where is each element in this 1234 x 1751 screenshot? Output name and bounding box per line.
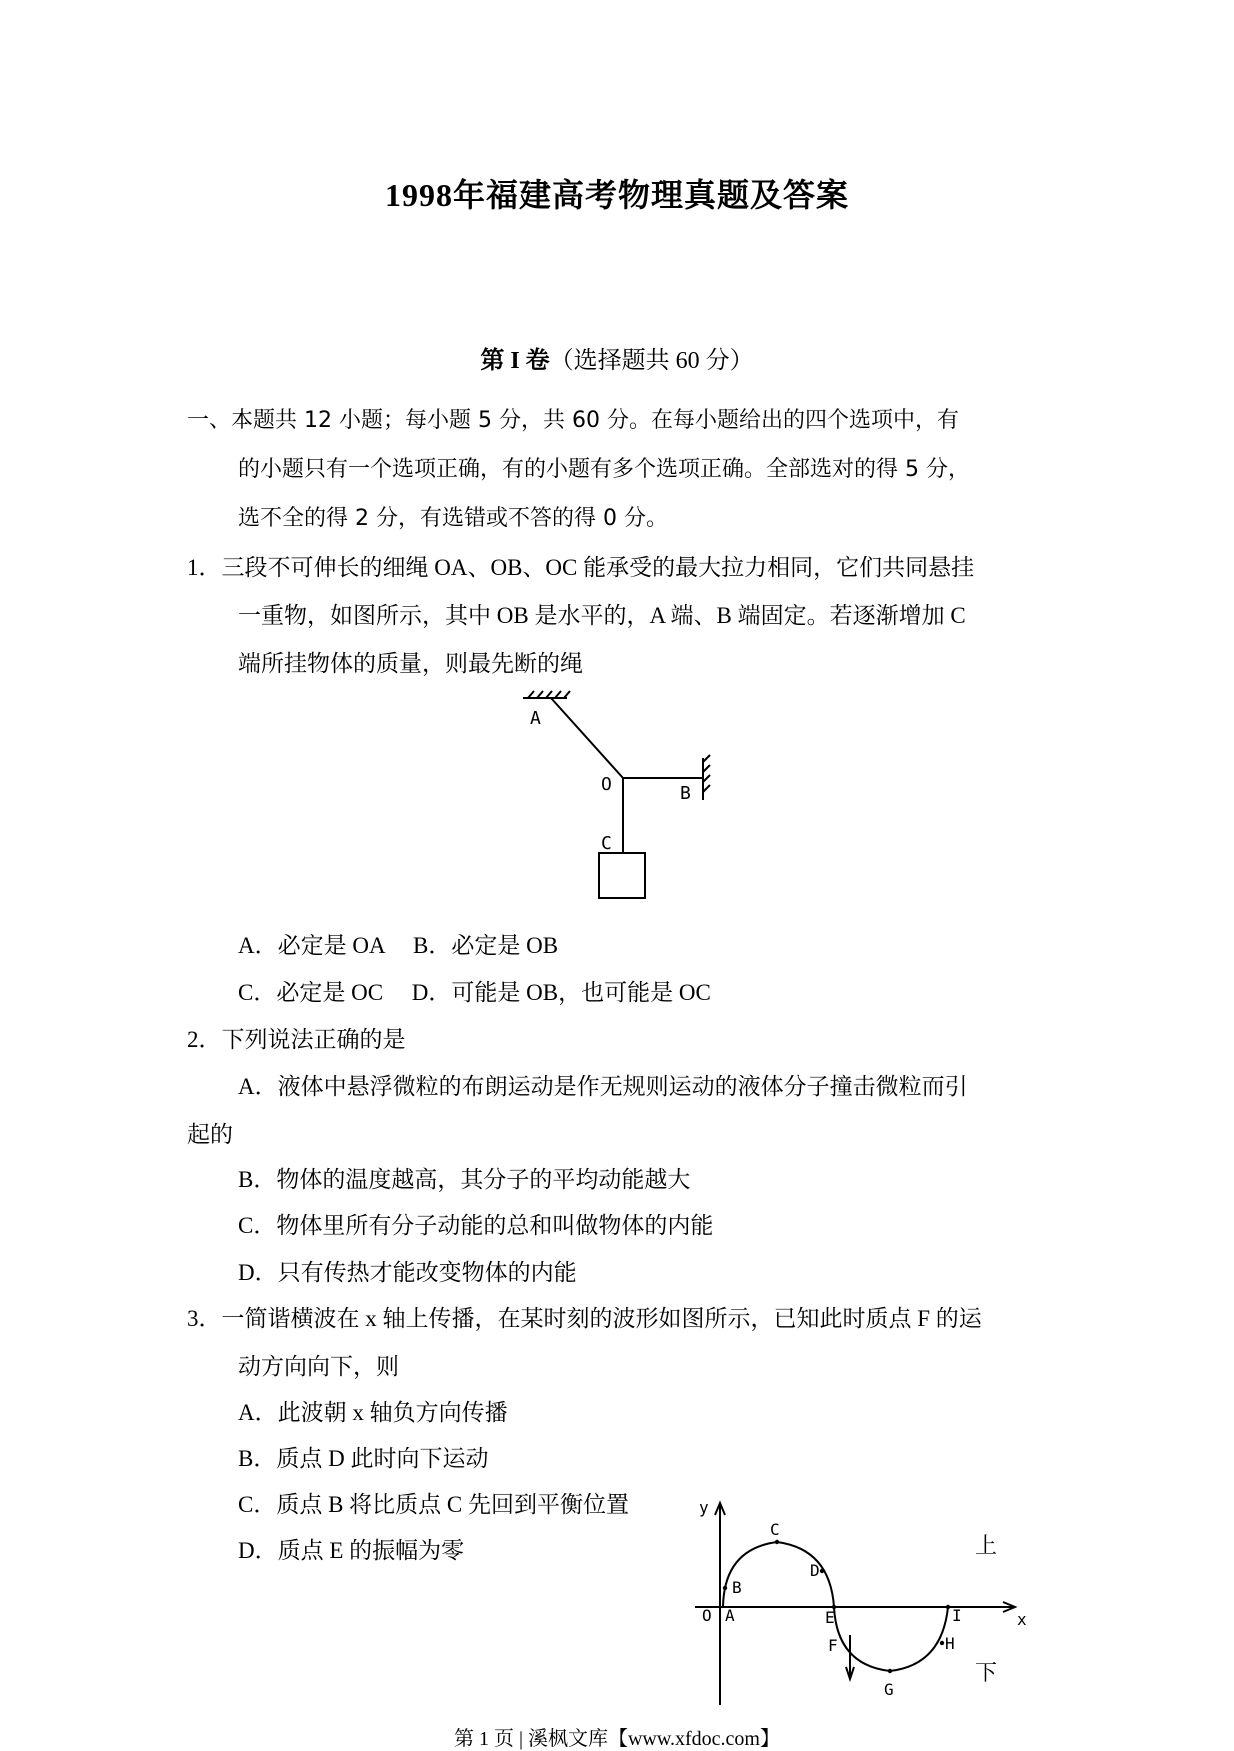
part-title <box>0 340 1234 375</box>
wave-label-a: A <box>725 1606 735 1625</box>
label-b: B <box>680 783 691 804</box>
question-1-stem-line-3: 端所挂物体的质量，则最先断的绳 <box>238 651 583 676</box>
wave-label-g: G <box>884 1680 894 1699</box>
wave-label-y: y <box>699 1498 709 1517</box>
wave-label-e: E <box>825 1608 835 1627</box>
section-heading-line-3: 选不全的得 2 分，有选错或不答的得 0 分。 <box>238 506 668 531</box>
question-3-option-c: C．质点 B 将比质点 C 先回到平衡位置 <box>238 1492 630 1517</box>
label-c: C <box>601 833 612 854</box>
label-o: O <box>601 774 612 795</box>
rope-oa <box>551 698 623 778</box>
section-heading-line-1: 一、本题共 12 小题；每小题 5 分，共 60 分。在每小题给出的四个选项中，有 <box>187 408 959 433</box>
hanging-weight <box>599 853 645 898</box>
wave-label-i: I <box>952 1606 962 1625</box>
question-2-option-a-line-2: 起的 <box>187 1122 233 1147</box>
rope-tension-figure <box>515 690 720 910</box>
question-3-stem-line-1: 3．一简谐横波在 x 轴上传播，在某时刻的波形如图所示，已知此时质点 F 的运 <box>187 1306 982 1331</box>
page-title: 1998年福建高考物理真题及答案 <box>384 177 849 213</box>
question-2-option-d: D．只有传热才能改变物体的内能 <box>238 1260 577 1285</box>
wave-label-d: D <box>810 1561 820 1580</box>
wave-label-h: H <box>945 1634 955 1653</box>
question-3-option-b: B．质点 D 此时向下运动 <box>238 1446 489 1471</box>
page-footer: 第 1 页 | 溪枫文库【www.xfdoc.com】 <box>453 1728 780 1750</box>
question-1-stem-line-1: 1．三段不可伸长的细绳 OA、OB、OC 能承受的最大拉力相同，它们共同悬挂 <box>187 555 975 580</box>
question-2-option-c: C．物体里所有分子动能的总和叫做物体的内能 <box>238 1213 714 1238</box>
question-3-option-a: A．此波朝 x 轴负方向传播 <box>238 1400 508 1425</box>
question-3-option-d: D．质点 E 的振幅为零 <box>238 1538 465 1563</box>
question-1-options-line-1: A．必定是 OA B．必定是 OB <box>238 933 559 958</box>
question-2-option-b: B．物体的温度越高，其分子的平均动能越大 <box>238 1167 691 1192</box>
wave-label-o: O <box>702 1606 712 1625</box>
wave-label-up: 上 <box>975 1534 998 1559</box>
part-title-bold: 第 I 卷 <box>480 348 550 374</box>
wave-figure <box>690 1495 1035 1710</box>
question-1-options-line-2: C．必定是 OC D．可能是 OB，也可能是 OC <box>238 980 711 1005</box>
wave-label-b: B <box>732 1578 742 1597</box>
question-1-stem-line-2: 一重物，如图所示，其中 OB 是水平的，A 端、B 端固定。若逐渐增加 C <box>238 603 966 628</box>
part-title-rest: （选择题共 60 分） <box>549 348 754 374</box>
section-heading-line-2: 的小题只有一个选项正确，有的小题有多个选项正确。全部选对的得 5 分， <box>238 457 970 482</box>
question-2-option-a-line-1: A．液体中悬浮微粒的布朗运动是作无规则运动的液体分子撞击微粒而引 <box>238 1074 968 1099</box>
wave-label-down: 下 <box>975 1661 998 1686</box>
label-a: A <box>530 708 541 729</box>
question-3-stem-line-2: 动方向向下，则 <box>238 1354 399 1379</box>
wave-label-x: x <box>1017 1610 1027 1629</box>
question-2-stem: 2．下列说法正确的是 <box>187 1027 406 1052</box>
wave-label-f: F <box>828 1636 838 1655</box>
wave-label-c: C <box>770 1520 780 1539</box>
